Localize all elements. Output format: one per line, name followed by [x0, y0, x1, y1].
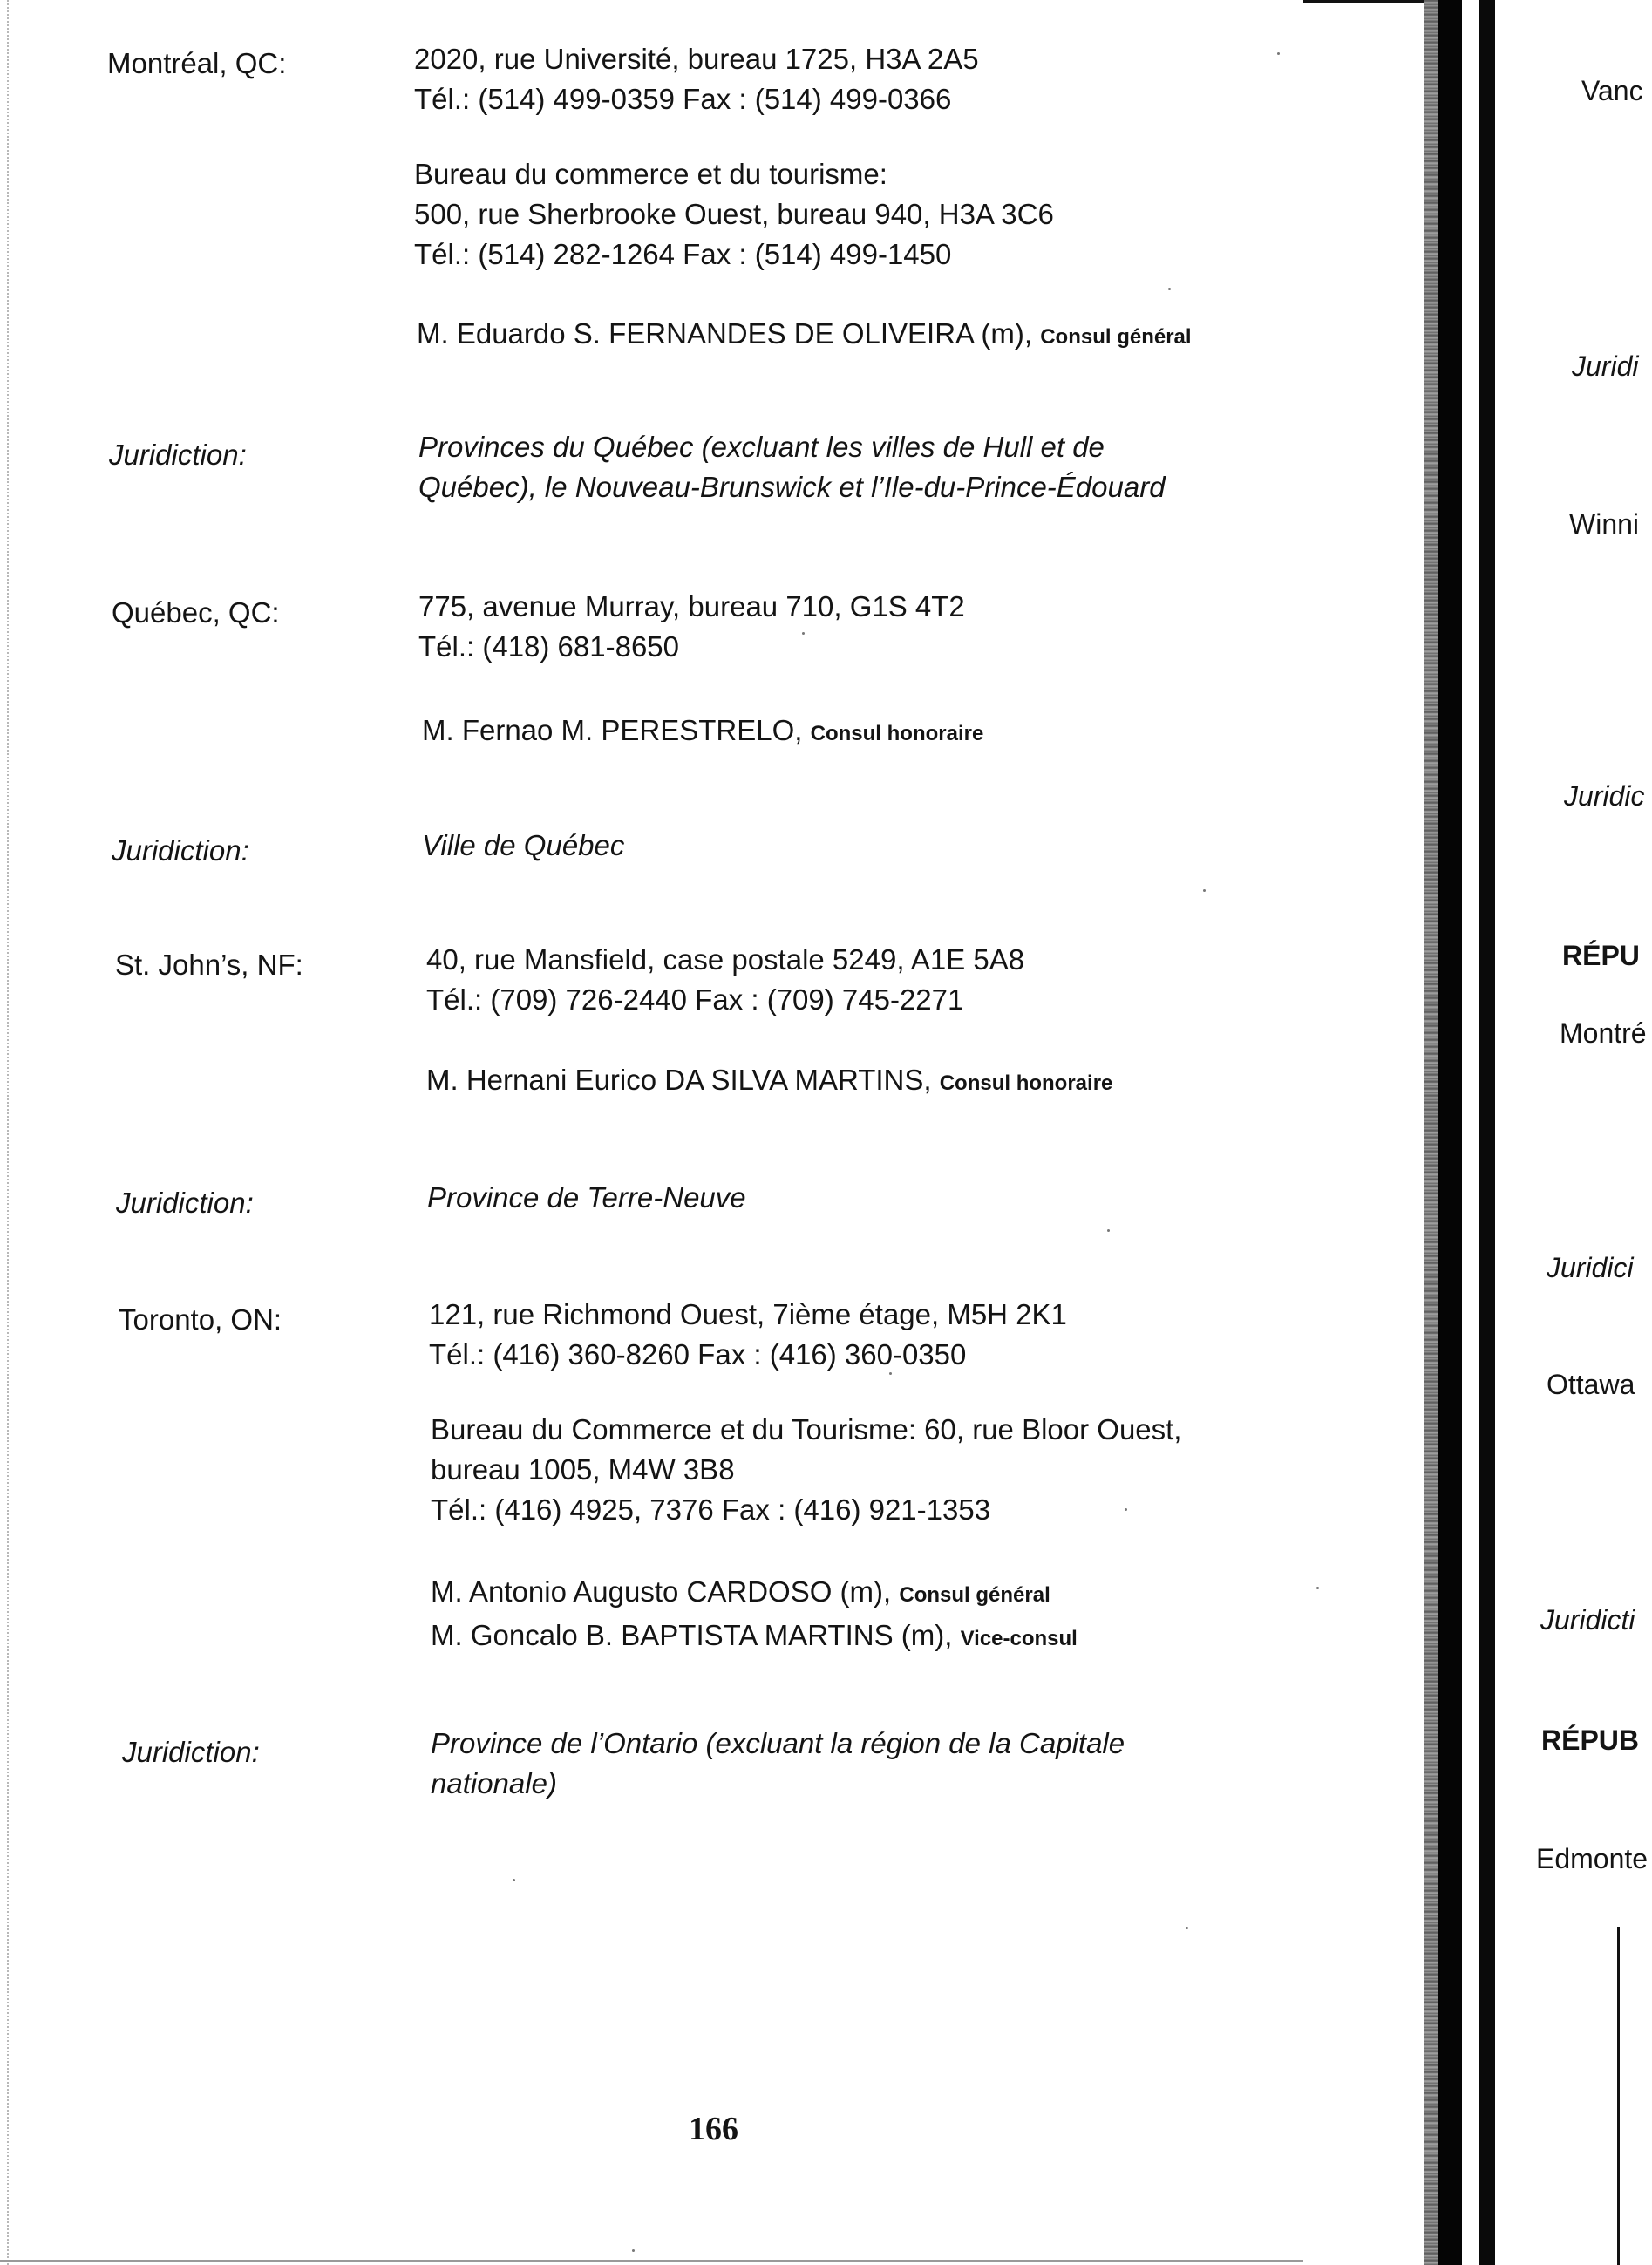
- scan-speck: [1277, 52, 1280, 55]
- jurisdiction-label-montreal: Juridiction:: [109, 439, 247, 471]
- binding-gap: [1462, 0, 1479, 2265]
- office-address: 500, rue Sherbrooke Ouest, bureau 940, H3A 3C6: [414, 198, 1054, 230]
- page-bottom-edge: [0, 2260, 1303, 2262]
- facing-page: [1303, 0, 1652, 2265]
- official-name: M. Hernani Eurico DA SILVA MARTINS,: [426, 1064, 932, 1096]
- address-block-toronto: [429, 1295, 1067, 1375]
- official-title: Consul général: [1040, 325, 1192, 349]
- city-label-toronto: Toronto, ON:: [119, 1303, 282, 1336]
- official-name: M. Antonio Augusto CARDOSO (m),: [431, 1575, 892, 1608]
- page-edge-marks: [0, 0, 9, 2265]
- official-title: Consul honoraire: [810, 722, 984, 745]
- scan-speck: [513, 1879, 515, 1881]
- office-address: bureau 1005, M4W 3B8: [431, 1453, 735, 1486]
- scan-speck: [802, 632, 805, 635]
- binding-edge: [1479, 0, 1495, 2265]
- city-label-montreal: Montréal, QC:: [107, 47, 287, 79]
- scan-speck: [632, 2249, 635, 2252]
- facing-text: Montré: [1560, 1017, 1647, 1049]
- jurisdiction-line: Province de Terre-Neuve: [427, 1181, 746, 1214]
- jurisdiction-line: Ville de Québec: [422, 829, 625, 861]
- phone-line: Tél.: (418) 681-8650: [418, 630, 680, 663]
- facing-text: Juridicti: [1540, 1604, 1635, 1636]
- address-line: 121, rue Richmond Ouest, 7ième étage, M5H 2K1: [429, 1298, 1067, 1330]
- jurisdiction-text-toronto: [431, 1724, 1125, 1804]
- facing-heading: RÉPU: [1562, 940, 1640, 971]
- jurisdiction-line: nationale): [431, 1767, 557, 1799]
- address-line: 2020, rue Université, bureau 1725, H3A 2A5: [414, 43, 979, 75]
- jurisdiction-text-quebec: [422, 826, 624, 866]
- scan-speck: [1168, 288, 1171, 290]
- address-block-st-johns: [426, 940, 1024, 1020]
- facing-text: Juridici: [1547, 1252, 1634, 1283]
- official-title: Consul honoraire: [939, 1071, 1113, 1095]
- facing-text: Juridic: [1564, 780, 1645, 812]
- official-name: M. Fernao M. PERESTRELO,: [422, 714, 803, 746]
- phone-line: Tél.: (709) 726-2440 Fax : (709) 745-2271: [426, 983, 964, 1016]
- scan-speck: [1203, 889, 1206, 892]
- address-line: 40, rue Mansfield, case postale 5249, A1E 5A8: [426, 943, 1025, 976]
- jurisdiction-line: Province de l’Ontario (excluant la région de la Capitale: [431, 1727, 1125, 1759]
- city-label-st-johns: St. John’s, NF:: [115, 949, 303, 981]
- jurisdiction-line: Québec), le Nouveau-Brunswick et l’Ile-du-Prince-Édouard: [418, 471, 1166, 503]
- office-phone: Tél.: (514) 282-1264 Fax : (514) 499-1450: [414, 238, 952, 270]
- jurisdiction-text-montreal: [418, 427, 1166, 507]
- jurisdiction-label-st-johns: Juridiction:: [116, 1187, 254, 1219]
- official-name: M. Eduardo S. FERNANDES DE OLIVEIRA (m),: [417, 317, 1033, 350]
- scan-speck: [1186, 1927, 1188, 1929]
- city-label-quebec: Québec, QC:: [112, 596, 280, 629]
- scan-speck: [889, 1372, 892, 1375]
- officials-toronto: [431, 1572, 1078, 1659]
- binding-gutter: [1438, 0, 1462, 2265]
- facing-heading: RÉPUB: [1541, 1724, 1640, 1756]
- jurisdiction-label-quebec: Juridiction:: [112, 834, 249, 867]
- official-row: [431, 1615, 1078, 1659]
- official-title: Consul général: [899, 1583, 1050, 1607]
- facing-text: Ottawa: [1547, 1369, 1635, 1400]
- office-heading: Bureau du commerce et du tourisme:: [414, 158, 887, 190]
- address-line: 775, avenue Murray, bureau 710, G1S 4T2: [418, 590, 965, 622]
- facing-text: Winni: [1569, 508, 1640, 540]
- official-name: M. Goncalo B. BAPTISTA MARTINS (m),: [431, 1619, 953, 1651]
- page-edge-tab: [1617, 1927, 1652, 2265]
- page-top-edge: [1303, 0, 1425, 3]
- address-block-quebec: [418, 587, 965, 667]
- facing-text: Juridi: [1572, 350, 1639, 382]
- official-title: Vice-consul: [960, 1627, 1078, 1650]
- facing-text: Edmonte: [1536, 1843, 1649, 1874]
- gutter-shadow: [1424, 0, 1438, 2265]
- official-st-johns: [426, 1060, 1112, 1104]
- phone-line: Tél.: (514) 499-0359 Fax : (514) 499-0366: [414, 83, 952, 115]
- official-montreal: [417, 314, 1192, 357]
- scan-speck: [1107, 1229, 1110, 1232]
- official-row: [431, 1572, 1078, 1615]
- official-quebec: [422, 711, 983, 754]
- trade-office-block-montreal: [414, 154, 1054, 275]
- phone-line: Tél.: (416) 360-8260 Fax : (416) 360-0350: [429, 1338, 967, 1371]
- jurisdiction-line: Provinces du Québec (excluant les villes de Hull et de: [418, 431, 1105, 463]
- office-heading: Bureau du Commerce et du Tourisme: 60, rue Bloor Ouest,: [431, 1413, 1182, 1445]
- facing-text: Vanc: [1581, 75, 1643, 106]
- address-block-montreal: [414, 39, 979, 119]
- jurisdiction-label-toronto: Juridiction:: [122, 1736, 260, 1768]
- trade-office-block-toronto: [431, 1410, 1181, 1530]
- page-number: 166: [689, 2111, 738, 2147]
- jurisdiction-text-st-johns: [427, 1178, 746, 1218]
- scan-speck: [1125, 1508, 1127, 1511]
- office-phone: Tél.: (416) 4925, 7376 Fax : (416) 921-1353: [431, 1493, 991, 1526]
